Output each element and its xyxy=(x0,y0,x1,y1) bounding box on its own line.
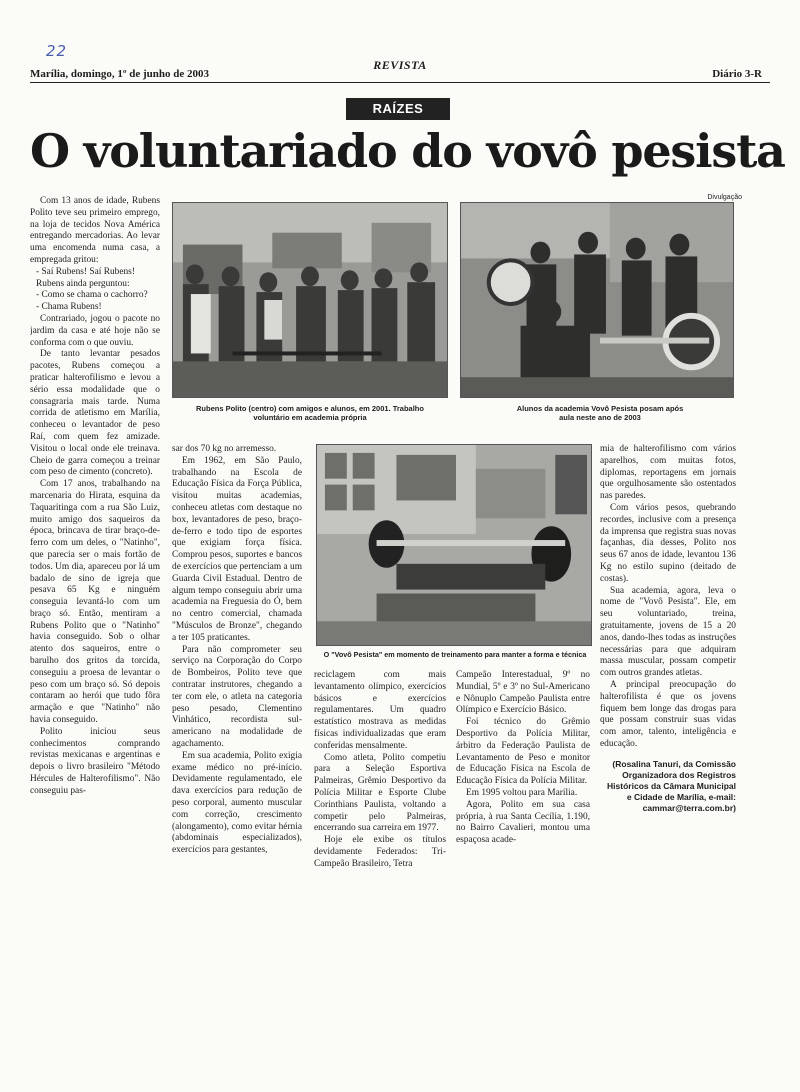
photo-training xyxy=(316,444,592,646)
paragraph: - Chama Rubens! xyxy=(36,302,102,313)
paragraph: Hoje ele exibe os títulos devidamente Federados: Tri-Campeão Brasileiro, Tetra xyxy=(314,835,446,869)
paragraph: Rubens ainda perguntou: xyxy=(36,278,130,289)
section-name: REVISTA xyxy=(373,58,427,72)
paragraph: - Saí Rubens! Saí Rubens! xyxy=(36,266,135,277)
photo1-caption: Rubens Polito (centro) com amigos e alunos, em 2001. Trabalho voluntário em academia própria xyxy=(196,404,424,423)
paragraph: Em sua academia, Polito exigia exame médico no pré-início. Devidamente regulamentado, ele dava exercícios para redução de peso corporal, aumento muscular com correção, crescimento (alongamento), como evitar hérnia (abdominais especializados), exercícios para gestantes, xyxy=(172,750,302,856)
page-label: Diário 3-R xyxy=(712,68,762,80)
headline: O voluntariado do vovô pesista xyxy=(30,124,785,178)
paragraph: Com vários pesos, quebrando recordes, inclusive com a presença da imprensa que registra suas novas façanhas, dia desses, Polito nos seus 67 anos de idade, levantou 136 Kg no estilo supino (deitado de costas). xyxy=(600,502,736,584)
paragraph: Em 1962, em São Paulo, trabalhando na Escola de Educação Física da Força Pública, visitou muitas academias, conheceu atletas com destaque no box, levantadores de peso, braço-de-ferro e todo tipo de esportes que exigiam força física. Comprou pesos, suportes e bancos de exercícios que pertenciam a um Guarda Civil Estadual. Dentro de algum tempo conseguiu abrir uma academia na Freguesia do Ó, bem no centro comercial, chamada "Músculos de Bronze", chegando a ter 105 praticantes. xyxy=(172,455,302,643)
photo-credit: Divulgação xyxy=(707,194,742,201)
paragraph: sar dos 70 kg no arremesso. xyxy=(172,444,277,454)
paragraph: Em 1995 voltou para Marília. xyxy=(466,787,578,798)
paragraph: De tanto levantar pesados pacotes, Rubens começou a praticar halterofilismo e levou a sério essa modalidade que o consagraria mais tarde. Numa corrida de atletismo em Marília, conheceu o levantador de peso Raí, com quem fez amizade. Visitou o local onde ele treinava. Cheio de garra começou a treinar com peso de cimento (concreto). xyxy=(30,349,160,478)
handwritten-page-number: 22 xyxy=(46,42,68,60)
kicker-label: RAÍZES xyxy=(346,98,450,120)
paragraph: Foi técnico do Grêmio Desportivo da Polícia Militar, árbitro da Federação Paulista de Levantamento de Peso e monitor de Educação Física na Escola de Educação Física da Polícia Militar. xyxy=(456,717,590,787)
paragraph: reciclagem com mais levantamento olímpico, exercícios básicos e exercícios regulamentares. Um quadro estatístico mostrava as medidas físicas individualizadas que eram conferidas mensalmente. xyxy=(314,670,446,751)
photo3-caption: O "Vovô Pesista" em momento de treinamento para manter a forma e técnica xyxy=(323,650,587,659)
article-column-5 xyxy=(600,444,736,900)
article-column-2 xyxy=(172,444,302,900)
paragraph: - Como se chama o cachorro? xyxy=(36,290,148,301)
article-column-1 xyxy=(30,196,160,900)
header-rule xyxy=(30,82,770,83)
paragraph: Como atleta, Polito competiu para a Seleção Esportiva Palmeiras, Grêmio Desportivo da Polícia Militar e Esporte Clube Corinthians Paulista, voltando a competir pelo Palmeiras, encerrando sua carreira em 1977. xyxy=(314,752,446,834)
paragraph: Campeão Interestadual, 9º no Mundial, 5º e 3º no Sul-Americano e Nônuplo Campeão Paulista entre Olímpico e Exercício Básico. xyxy=(456,670,590,716)
dateline: Marília, domingo, 1º de junho de 2003 xyxy=(30,68,210,80)
article-column-4 xyxy=(456,670,590,900)
photo2-caption: Alunos da academia Vovô Pesista posam após aula neste ano de 2003 xyxy=(516,404,684,423)
paragraph: mia de halterofilismo com vários aparelhos, com muitas fotos, diplomas, reportagens em jornais que orgulhosamente são ostentados nas paredes. xyxy=(600,444,736,502)
article-column-3 xyxy=(314,670,446,900)
paragraph: Para não comprometer seu serviço na Corporação do Corpo de Bombeiros, Polito teve que contratar instrutores, chegando a ter com ele, o atleta na categoria peso pesado, Clementino Vinhático, recordista sul-americano na modalidade de agachamento. xyxy=(172,644,302,749)
paragraph: Sua academia, agora, leva o nome de "Vovô Pesista". Ele, em seu voluntariado, treina, gratuitamente, jovens de 15 a 20 anos, dando-lhes todas as instruções necessárias para que adquiram massa muscular, possam competir com outros grandes atletas. xyxy=(600,585,736,679)
paragraph: Polito iniciou seus conhecimentos comprando revistas mexicanas e argentinas e depois o livro brasileiro "Método Hércules de Halterofilismo". Não conseguiu pas- xyxy=(30,726,160,796)
paragraph: A principal preocupação do halterofilista é que os jovens fiquem bem longe das drogas para que possam construir suas vidas com amor, talento, inteligência e educação. xyxy=(600,679,736,749)
photo-students-2003 xyxy=(460,202,734,398)
photo-group-2001 xyxy=(172,202,448,398)
paragraph: Contrariado, jogou o pacote no jardim da casa e até hoje não se conforma com o que ouviu. xyxy=(30,313,160,348)
paragraph: Agora, Polito em sua casa própria, à rua Santa Cecília, 1.190, no Bairro Cavalieri, montou uma espaçosa acade- xyxy=(456,799,590,846)
paragraph: Com 17 anos, trabalhando na marcenaria do Hirata, esquina da Taquaritinga com a rua São Luiz, muito amigo dos saqueiros da época, brincava de tirar braço-de-ferro com um deles, o "Natinho", que parecia ser o mais fortão de todos. Um dia, apareceu por lá um badalo de sino de igreja que pesava 65 Kg e ninguém conseguia levantá-lo com um braço só. Então, mentiram a Rubens Polito que o "Natinho" havia conseguido. Sob o olhar atento dos saqueiros, entre o barulho dos gritos da torcida, conseguiu a proesa de levantar o peso com um braço só. Só depois contaram ao herói que tudo fôra armação e que "Natinho" não havia conseguido. xyxy=(30,479,160,726)
paragraph: Com 13 anos de idade, Rubens Polito teve seu primeiro emprego, na loja de tecidos Nova América entregando mercadorias. Ao levar uma encomenda numa casa, a empregada gritou: xyxy=(30,196,160,265)
author-signature: (Rosalina Tanuri, da Comissão Organizadora dos Registros Históricos da Câmara Municipal e Cidade de Marília, e-mail: cammar@terra.com.br) xyxy=(607,758,736,813)
